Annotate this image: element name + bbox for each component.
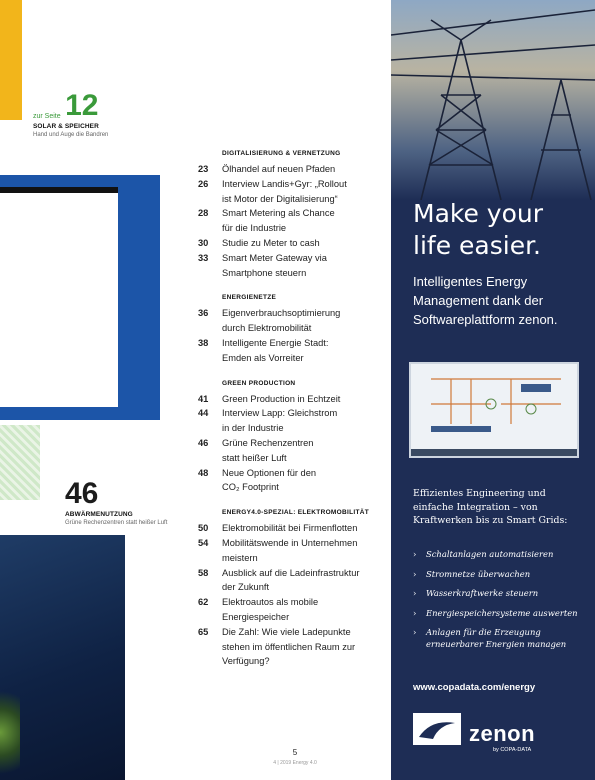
toc-page-number: 50 (198, 523, 209, 534)
toc-entry-text: Smart Meter Gateway via Smartphone steuern (222, 252, 327, 278)
toc-entry[interactable] (198, 306, 378, 336)
toc-page-number: 58 (198, 567, 209, 578)
toc-entry-text: Smart Metering als Chance für die Industrie (222, 208, 335, 234)
toc-entry[interactable] (198, 595, 378, 625)
ad-bullet-list (413, 548, 591, 658)
list-item (413, 568, 591, 580)
toc-page-number: 62 (198, 597, 209, 608)
arrow-icon: › (413, 607, 417, 618)
toc-section-title: GREEN PRODUCTION (222, 379, 296, 387)
toc-entry-text: Green Production in Echtzeit (222, 393, 341, 404)
toc-page-number: 28 (198, 208, 209, 219)
toc-entry[interactable] (198, 406, 378, 436)
toc-entry-text: Ausblick auf die Ladeinfrastruktur der Zukunft (222, 567, 360, 593)
toc-entry[interactable] (198, 162, 378, 177)
list-item (413, 626, 591, 650)
toc-entry-text: Mobilitätswende in Unternehmen meistern (222, 537, 358, 563)
toc-entry-text: Interview Lapp: Gleichstrom in der Industrie (222, 408, 338, 434)
bullet-text: Energiespeichersysteme auswerten (426, 607, 578, 618)
zenon-logo (413, 713, 589, 755)
toc-page-number: 41 (198, 393, 209, 404)
toc-entry-text: Grüne Rechenzentren statt heißer Luft (222, 437, 314, 463)
toc-page-number: 23 (198, 164, 209, 174)
toc-entry-text: Ölhandel auf neuen Pfaden (222, 164, 336, 174)
page-footer-note: 4 | 2019 Energy 4.0 (273, 760, 317, 766)
toc-entry-text: Elektromobilität bei Firmenflotten (222, 523, 358, 534)
feature-abwaerme-number: 46 (65, 477, 99, 510)
zenon-logo-mark-icon (413, 713, 461, 745)
page-number: 5 (292, 748, 298, 757)
toc-entry-text: Neue Optionen für den CO₂ Footprint (222, 467, 317, 493)
toc-entry-text: Interview Landis+Gyr: „Rollout ist Motor der Digitalisierung“ (222, 178, 347, 204)
arrow-icon: › (413, 549, 417, 559)
toc-entry[interactable] (198, 625, 378, 669)
toc-page-number: 38 (198, 337, 209, 348)
list-item (413, 587, 591, 599)
arrow-icon: › (413, 588, 417, 598)
feature-solar-sub: Hand und Auge die Bandren (33, 132, 109, 138)
zenon-wordmark: zenon (469, 721, 536, 746)
toc-page-number: 30 (198, 237, 209, 248)
zenon-advertisement[interactable] (391, 0, 595, 780)
feature-solar[interactable] (33, 89, 109, 138)
ad-body-text: Effizientes Engineering und einfache Integration – von Kraftwerken bis zu Smart Grids: (413, 488, 568, 526)
solar-storage-photo (0, 175, 160, 420)
toc-section-title: ENERGY4.0-SPEZIAL: ELEKTROMOBILITÄT (222, 509, 370, 517)
toc-section (198, 380, 378, 496)
toc-entry[interactable] (198, 536, 378, 566)
toc-entry[interactable] (198, 392, 378, 407)
power-pylon-photo (391, 0, 595, 200)
list-item (413, 548, 591, 560)
toc-page-number: 26 (198, 178, 209, 189)
arrow-icon: › (413, 627, 417, 637)
toc-page-number: 33 (198, 252, 209, 263)
toc-entry[interactable] (198, 436, 378, 466)
table-of-contents (198, 150, 378, 683)
feature-abwaerme-sub: Grüne Rechenzentren statt heißer Luft (65, 520, 168, 526)
toc-entry[interactable] (198, 206, 378, 236)
toc-entry-text: Studie zu Meter to cash (222, 237, 320, 248)
bullet-text: Schaltanlagen automatisieren (426, 549, 554, 559)
toc-page-number: 65 (198, 626, 209, 637)
toc-section (198, 509, 378, 669)
toc-section-title: DIGITALISIERUNG & VERNETZUNG (222, 150, 341, 157)
toc-entry-text: Intelligente Energie Stadt: Emden als Vorreiter (222, 337, 329, 363)
toc-entry[interactable] (198, 521, 378, 536)
arrow-icon: › (413, 568, 417, 579)
toc-entry-text: Elektroautos als mobile Energiespeicher (222, 597, 319, 622)
toc-entry[interactable] (198, 336, 378, 366)
toc-entry-text: Eigenverbrauchsoptimierung durch Elektromobilität (222, 308, 341, 334)
feature-abwaerme[interactable] (65, 477, 168, 526)
zenon-byline: by COPA-DATA (493, 747, 532, 753)
bullet-text: Stromnetze überwachen (426, 568, 531, 579)
green-production-photo (0, 425, 40, 500)
toc-entry[interactable] (198, 236, 378, 251)
toc-entry-text: Die Zahl: Wie viele Ladepunkte stehen im öffentlichen Raum zur Verfügung? (222, 626, 356, 667)
bullet-text: Anlagen für die Erzeugung erneuerbarer Energien managen (426, 627, 567, 649)
ad-intro-text: Intelligentes Energy Management dank der Softwareplattform zenon. (413, 274, 558, 327)
toc-section (198, 294, 378, 365)
list-item (413, 607, 591, 619)
ad-url-link[interactable]: www.copadata.com/energy (413, 682, 536, 693)
zenon-software-screenshot (409, 362, 579, 458)
feature-solar-topic: SOLAR & SPEICHER (33, 123, 99, 130)
toc-entry[interactable] (198, 177, 378, 207)
toc-page-number: 46 (198, 437, 209, 448)
toc-page-number: 44 (198, 408, 209, 419)
toc-entry[interactable] (198, 251, 378, 281)
electromobility-photo (0, 535, 125, 780)
yellow-photo-strip (0, 0, 22, 120)
toc-page-number: 48 (198, 467, 209, 478)
toc-entry[interactable] (198, 566, 378, 596)
ad-headline: Make your life easier. (413, 199, 544, 260)
toc-page-number: 54 (198, 537, 209, 548)
toc-page-number: 36 (198, 308, 209, 319)
toc-entry[interactable] (198, 466, 378, 496)
feature-abwaerme-topic: ABWÄRMENUTZUNG (65, 511, 133, 518)
toc-section-title: ENERGIENETZE (222, 294, 277, 302)
feature-solar-seite: zur Seite (33, 113, 61, 120)
toc-section (198, 150, 378, 280)
bullet-text: Wasserkraftwerke steuern (426, 588, 539, 598)
feature-solar-number: 12 (65, 89, 99, 122)
